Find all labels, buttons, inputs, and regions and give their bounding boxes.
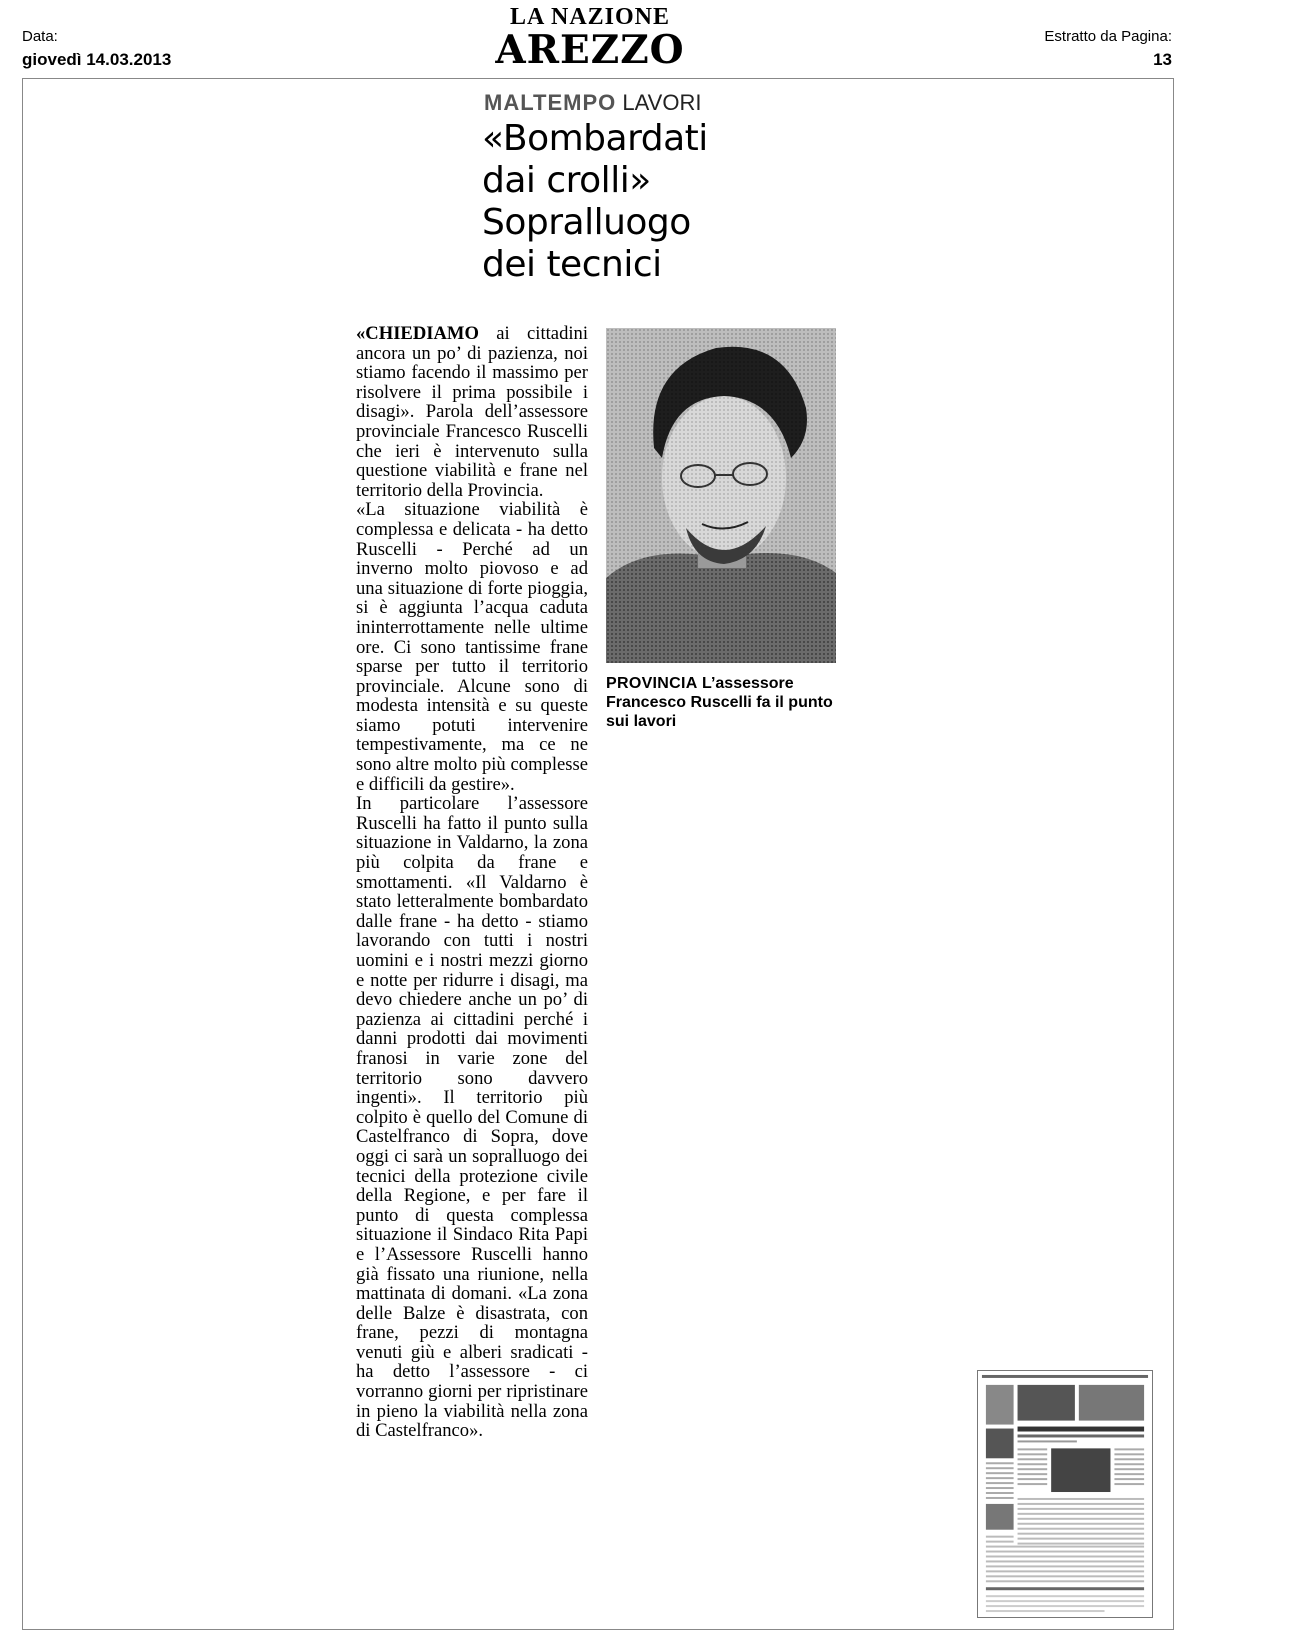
headline-line: dei tecnici	[482, 244, 662, 285]
date-value: giovedì 14.03.2013	[22, 50, 172, 69]
body-paragraph	[356, 324, 588, 500]
page-label: Estratto da Pagina:	[1044, 28, 1172, 45]
headline-line: Sopralluogo	[482, 202, 691, 243]
photo-caption	[606, 674, 846, 731]
article-kicker	[484, 90, 701, 116]
publication-name: LA NAZIONE	[509, 4, 671, 30]
portrait-photo	[606, 328, 836, 663]
article-headline	[482, 118, 782, 286]
headline-line: «Bombardati	[482, 118, 708, 159]
page-number: 13	[1153, 50, 1172, 69]
portrait-image	[606, 328, 836, 663]
body-paragraph: In particolare l’assessore Ruscelli ha fatto il punto sulla situazione in Valdarno, la zona più colpita da frane e smottamenti. «Il Valdarno è stato letteralmente bombardato dalle frane - ha detto - stiamo lavorando con tutti i nostri uomini e i nostri mezzi giorno e notte per ridurre i disagi, ma devo chiedere anche un po’ di pazienza ai cittadini perché i danni prodotti dai movimenti franosi in varie zone del territorio sono davvero ingenti». Il territorio più colpito è quello del Comune di Castelfranco di Sopra, dove oggi ci sarà un sopralluogo dei tecnici della protezione civile della Regione, e per fare il punto di questa complessa situazione il Sindaco Rita Papi e l’Assessore Ruscelli hanno già fissato una riunione, nella mattinata di domani. «La zona delle Balze è disastrata, con frane, pezzi di montagna venuti giù e alberi sradicati - ha detto l’assessore - ci vorranno giorni per ripristinare in pieno la viabilità nella zona di Castelfranco».	[356, 793, 588, 1442]
page-thumbnail[interactable]	[977, 1370, 1153, 1618]
date-block	[22, 28, 171, 72]
kicker-topic: LAVORI	[622, 90, 702, 115]
lead-word: «CHIEDIAMO	[356, 323, 479, 344]
edition-name: AREZZO	[495, 27, 685, 73]
thumbnail-image	[978, 1371, 1152, 1617]
kicker-section: MALTEMPO	[484, 90, 617, 115]
article-body	[356, 324, 588, 1441]
caption-tag: PROVINCIA	[606, 675, 698, 692]
headline-line: dai crolli»	[482, 160, 651, 201]
body-paragraph: «La situazione viabilità è complessa e delicata - ha detto Ruscelli - Perché ad un inverno molto piovoso e ad una situazione di forte pioggia, si è aggiunta l’acqua caduta ininterrottamente nelle ultime ore. Ci sono tantissime frane sparse per tutto il territorio provinciale. Alcune sono di modesta intensità e su queste siamo potuti intervenire tempestivamente, ma ce ne sono altre molto più complesse e difficili da gestire».	[356, 499, 588, 795]
page-block	[1044, 28, 1172, 72]
caption-text: L’assessore Francesco Ruscelli fa il punto sui lavori	[606, 675, 833, 730]
paragraph-text: ai cittadini ancora un po’ di pazienza, noi stiamo facendo il massimo per risolvere il prima possibile i disagi». Parola dell’assessore provinciale Francesco Ruscelli che ieri è intervenuto sulla questione viabilità e frane nel territorio della Provincia.	[356, 323, 588, 501]
date-label: Data:	[22, 28, 58, 45]
masthead	[470, 4, 710, 73]
